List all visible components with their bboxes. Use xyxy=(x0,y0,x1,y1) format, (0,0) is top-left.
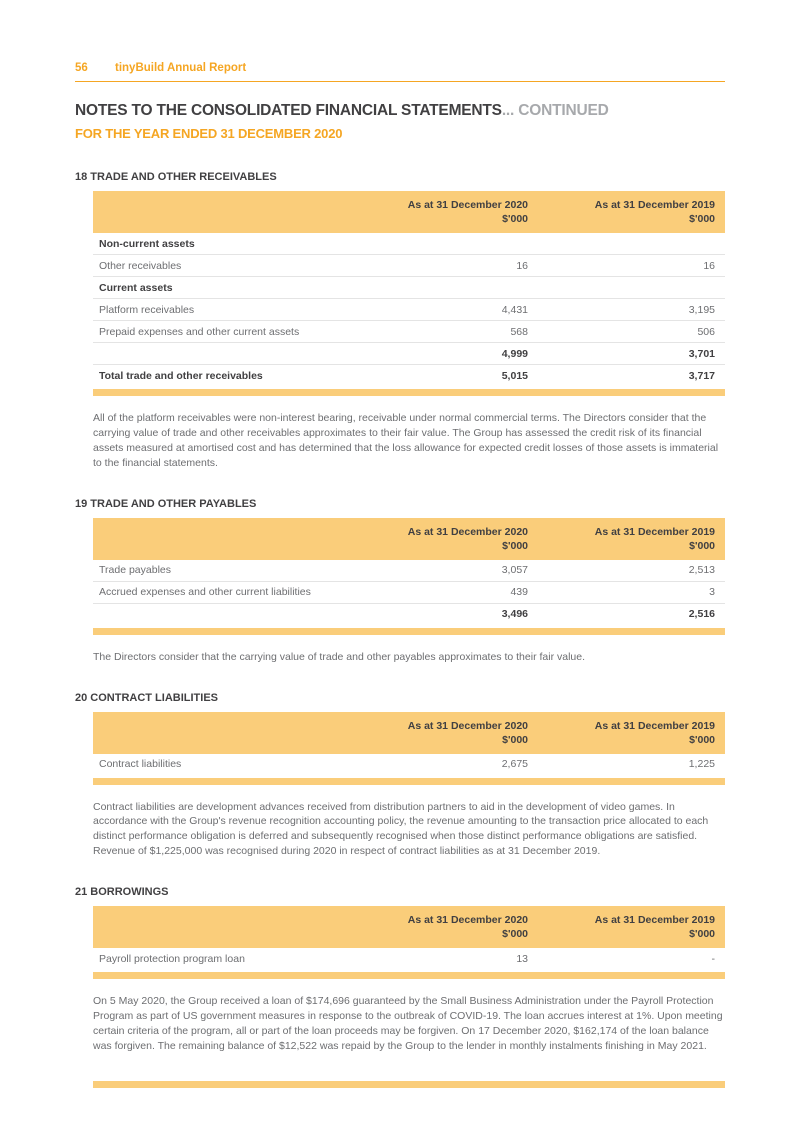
value-2020: 13 xyxy=(516,952,528,965)
column-header-2020: As at 31 December 2020 xyxy=(351,191,538,212)
column-header-2019: As at 31 December 2019 xyxy=(538,191,725,212)
column-units-spacer xyxy=(93,927,351,948)
section-title: 18 TRADE AND OTHER RECEIVABLES xyxy=(75,171,277,183)
row-label: Payroll protection program loan xyxy=(99,952,245,965)
column-units-spacer xyxy=(93,733,351,754)
section-title: 21 BORROWINGS xyxy=(75,886,169,899)
section-content xyxy=(93,712,725,860)
column-header-spacer xyxy=(93,906,351,927)
main-heading-text: NOTES TO THE CONSOLIDATED FINANCIAL STATEMENTS xyxy=(75,102,502,119)
column-header-spacer xyxy=(93,712,351,733)
value-2020: 5,015 xyxy=(501,369,528,382)
value-2019: 16 xyxy=(538,255,725,277)
row-label: Contract liabilities xyxy=(99,758,182,771)
column-header-2019: As at 31 December 2019 xyxy=(538,712,725,733)
row-label: Accrued expenses and other current liabilities xyxy=(93,581,351,603)
column-units-2020: $'000 xyxy=(351,539,538,560)
column-header-2020: As at 31 December 2020 xyxy=(351,906,538,927)
table-row xyxy=(93,365,725,387)
note-section-20 xyxy=(75,692,725,860)
column-units-2020: $'000 xyxy=(351,927,538,948)
column-units-spacer xyxy=(93,212,351,233)
value-2019: 3 xyxy=(538,581,725,603)
financial-table xyxy=(93,518,725,625)
column-header-2020: As at 31 December 2020 xyxy=(351,518,538,539)
value-2020: 4,999 xyxy=(351,343,538,365)
table-header-row xyxy=(93,712,725,733)
column-header-spacer xyxy=(93,518,351,539)
value-2019 xyxy=(538,233,725,255)
value-2020: 3,057 xyxy=(351,560,538,582)
table-accent-bar xyxy=(93,972,725,979)
section-content xyxy=(93,906,725,1054)
value-2019 xyxy=(538,277,725,299)
sub-heading: FOR THE YEAR ENDED 31 DECEMBER 2020 xyxy=(75,126,343,141)
section-content xyxy=(93,191,725,471)
note-paragraph: All of the platform receivables were non-interest bearing, receivable under normal commercial terms. The Directors consider that the carrying value of trade and other receivables approximates to their fair value. The Group has assessed the credit risk of its financial assets measured at amortised cost and has determined that the loss allowance for expected credit losses of those assets is immaterial to the financial statements. xyxy=(93,412,719,469)
note-paragraph: On 5 May 2020, the Group received a loan of $174,696 guaranteed by the Small Business Administration under the Payroll Protection Program as part of US government measures in response to the outbreak of COVID-19. The loan accrues interest at 1%. Upon meeting certain criteria of the program, all or part of the loan proceeds may be forgiven. On 17 December 2020, $162,174 of the loan balance was forgiven. The remaining balance of $12,522 was repaid by the Group to the lender in monthly instalments finishing in May 2021. xyxy=(93,995,723,1052)
row-label: Platform receivables xyxy=(93,299,351,321)
table-header-row xyxy=(93,906,725,927)
page-footer-bar xyxy=(93,1081,725,1088)
value-2019: 3,195 xyxy=(538,299,725,321)
value-2019: 2,516 xyxy=(688,608,715,621)
value-2020: 4,431 xyxy=(351,299,538,321)
row-label xyxy=(93,603,351,625)
table-accent-bar xyxy=(93,778,725,785)
value-2020: 439 xyxy=(351,581,538,603)
section-content xyxy=(93,518,725,665)
value-2020: 2,675 xyxy=(501,758,528,771)
report-title: tinyBuild Annual Report xyxy=(115,62,247,74)
row-label: Non-current assets xyxy=(93,233,351,255)
financial-table xyxy=(93,906,725,969)
value-2019: 3,701 xyxy=(538,343,725,365)
table-row xyxy=(93,560,725,582)
row-label: Other receivables xyxy=(93,255,351,277)
note-section-18 xyxy=(75,171,725,471)
section-title: 20 CONTRACT LIABILITIES xyxy=(75,691,219,704)
sections xyxy=(75,171,725,1054)
column-header-2019: As at 31 December 2019 xyxy=(538,906,725,927)
row-label: Prepaid expenses and other current assets xyxy=(93,321,351,343)
table-units-row xyxy=(93,212,725,233)
table-accent-bar xyxy=(93,389,725,396)
column-units-2019: $'000 xyxy=(538,212,725,233)
column-units-2019: $'000 xyxy=(538,733,725,754)
column-units-2019: $'000 xyxy=(538,927,725,948)
table-header-row xyxy=(93,518,725,539)
table-units-row xyxy=(93,733,725,754)
page-header xyxy=(75,62,725,82)
table-row xyxy=(93,277,725,299)
section-title: 19 TRADE AND OTHER PAYABLES xyxy=(75,497,257,510)
table-row xyxy=(93,754,725,775)
table-header-row xyxy=(93,191,725,212)
table-row xyxy=(93,321,725,343)
page-number: 56 xyxy=(75,62,88,74)
value-2019: - xyxy=(711,952,715,965)
value-2019: 1,225 xyxy=(688,758,715,771)
value-2020 xyxy=(351,277,538,299)
column-header-spacer xyxy=(93,191,351,212)
value-2019: 506 xyxy=(538,321,725,343)
value-2020 xyxy=(351,233,538,255)
financial-table xyxy=(93,712,725,775)
financial-table xyxy=(93,191,725,386)
main-heading-continued: ... CONTINUED xyxy=(501,102,609,119)
value-2019: 2,513 xyxy=(538,560,725,582)
note-paragraph: Contract liabilities are development advances received from distribution partners to aid in the development of video games. In accordance with the Group's revenue recognition accounting policy, the revenue amounting to the transaction price allocated to each distinct performance obligation is deferred and subsequently recognised when those distinct performance obligations are satisfied. Revenue of $1,225,000 was recognised during 2020 in respect of contract liabilities as at 31 December 2019. xyxy=(93,800,709,858)
table-row xyxy=(93,343,725,365)
table-accent-bar xyxy=(93,628,725,635)
column-header-2020: As at 31 December 2020 xyxy=(351,712,538,733)
column-header-2019: As at 31 December 2019 xyxy=(538,518,725,539)
row-label: Current assets xyxy=(93,277,351,299)
row-label: Trade payables xyxy=(93,560,351,582)
table-row xyxy=(93,233,725,255)
value-2020: 16 xyxy=(351,255,538,277)
table-units-row xyxy=(93,539,725,560)
column-units-2019: $'000 xyxy=(538,539,725,560)
table-row xyxy=(93,948,725,969)
note-section-19 xyxy=(75,498,725,665)
row-label: Total trade and other receivables xyxy=(99,369,263,382)
value-2019: 3,717 xyxy=(688,369,715,382)
value-2020: 3,496 xyxy=(501,608,528,621)
table-row xyxy=(93,603,725,625)
column-units-2020: $'000 xyxy=(351,733,538,754)
value-2020: 568 xyxy=(351,321,538,343)
main-heading xyxy=(75,102,725,120)
note-paragraph: The Directors consider that the carrying value of trade and other payables approximates to their fair value. xyxy=(93,650,586,663)
table-row xyxy=(93,255,725,277)
column-units-spacer xyxy=(93,539,351,560)
table-row xyxy=(93,581,725,603)
table-units-row xyxy=(93,927,725,948)
column-units-2020: $'000 xyxy=(351,212,538,233)
row-label xyxy=(93,343,351,365)
table-row xyxy=(93,299,725,321)
note-section-21 xyxy=(75,886,725,1054)
